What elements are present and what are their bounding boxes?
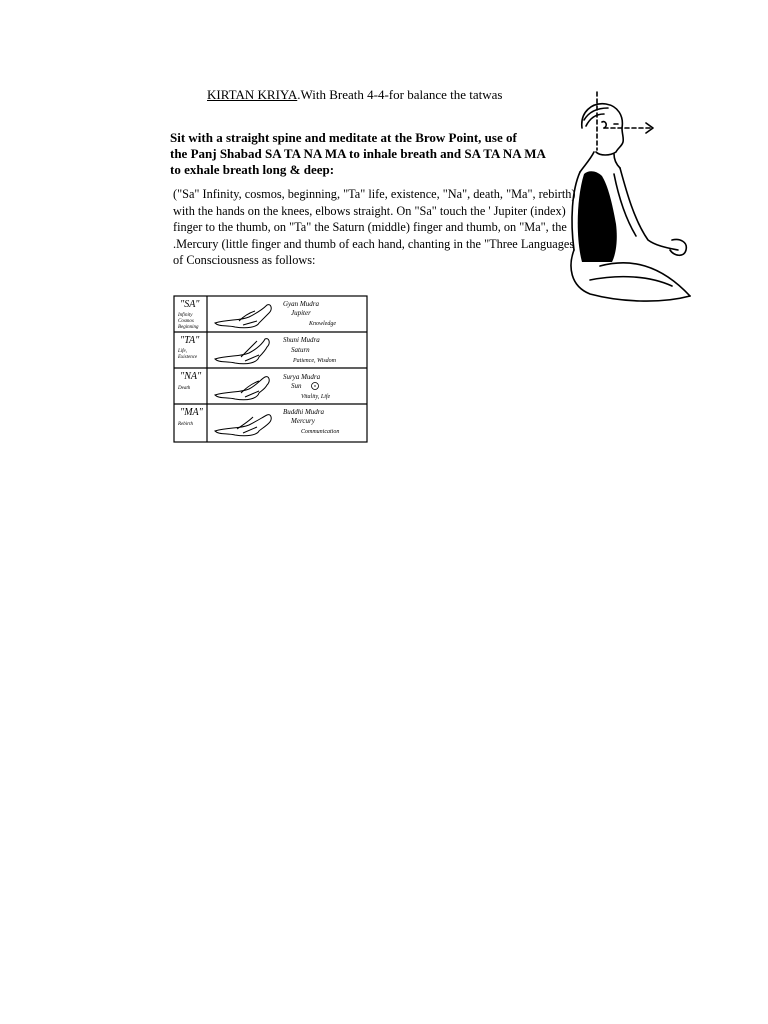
meaning-label: Cosmos [178, 319, 194, 324]
title-rest: .With Breath 4-4-for balance the tatwas [297, 87, 503, 102]
hand-gesture-icon [215, 415, 271, 436]
mudra-planet: Saturn [291, 346, 310, 354]
document-title [207, 87, 503, 103]
mudra-row [177, 335, 337, 364]
syllable-label: "MA" [180, 407, 203, 418]
lead-paragraph [170, 130, 555, 178]
mudra-quality: Communication [301, 429, 340, 435]
mudra-table [173, 295, 368, 443]
body-line: of Consciousness as follows: [173, 253, 316, 268]
hand-gesture-icon [215, 339, 269, 364]
mudra-planet: Jupiter [291, 309, 311, 317]
mudra-row [177, 407, 339, 436]
syllable-label: "SA" [180, 299, 200, 310]
meaning-label: Infinity [178, 313, 193, 318]
body-line: ("Sa" Infinity, cosmos, beginning, "Ta" life, existence, "Na", death, "Ma", rebirth) [173, 187, 576, 201]
mudra-name: Buddhi Mudra [283, 408, 325, 416]
body-line: finger to the thumb, on "Ta" the Saturn (middle) finger and thumb, on "Ma", the [173, 220, 567, 235]
syllable-label: "NA" [180, 371, 202, 382]
lead-line: to exhale breath long & deep: [170, 162, 335, 177]
mudra-name: Surya Mudra [283, 373, 321, 381]
mudra-row [177, 371, 331, 400]
mudra-quality: Knowledge [309, 321, 336, 327]
body-line: with the hands on the knees, elbows straight. On "Sa" touch the ' Jupiter (index) [173, 203, 566, 218]
body-line: .Mercury (little finger and thumb of each hand, chanting in the "Three Languages [173, 236, 575, 251]
mudra-name: Shuni Mudra [283, 336, 320, 344]
meaning-label: Beginning [178, 325, 199, 330]
meaning-label: Life, [178, 349, 188, 354]
syllable-label: "TA" [180, 335, 200, 346]
hand-gesture-icon [215, 377, 269, 400]
meaning-label: Rebirth [178, 422, 193, 427]
body-paragraph [173, 186, 576, 269]
meaning-label: Existence [178, 355, 198, 360]
meditation-figure-illustration [560, 90, 700, 310]
mudra-planet: Sun [291, 382, 302, 390]
mudra-quality: Vitality, Life [301, 394, 331, 400]
lead-line: the Panj Shabad SA TA NA MA to inhale breath and SA TA NA MA [170, 146, 546, 161]
mudra-name: Gyan Mudra [283, 300, 319, 308]
mudra-planet: Mercury [291, 417, 315, 425]
sun-symbol-dot [314, 385, 315, 386]
meaning-label: Death [178, 386, 191, 391]
mudra-row [177, 299, 336, 330]
title-underlined: KIRTAN KRIYA [207, 87, 298, 102]
lead-line: Sit with a straight spine and meditate at the Brow Point, use of [170, 130, 517, 145]
hand-gesture-icon [215, 305, 271, 328]
mudra-quality: Patience, Wisdom [293, 358, 336, 364]
